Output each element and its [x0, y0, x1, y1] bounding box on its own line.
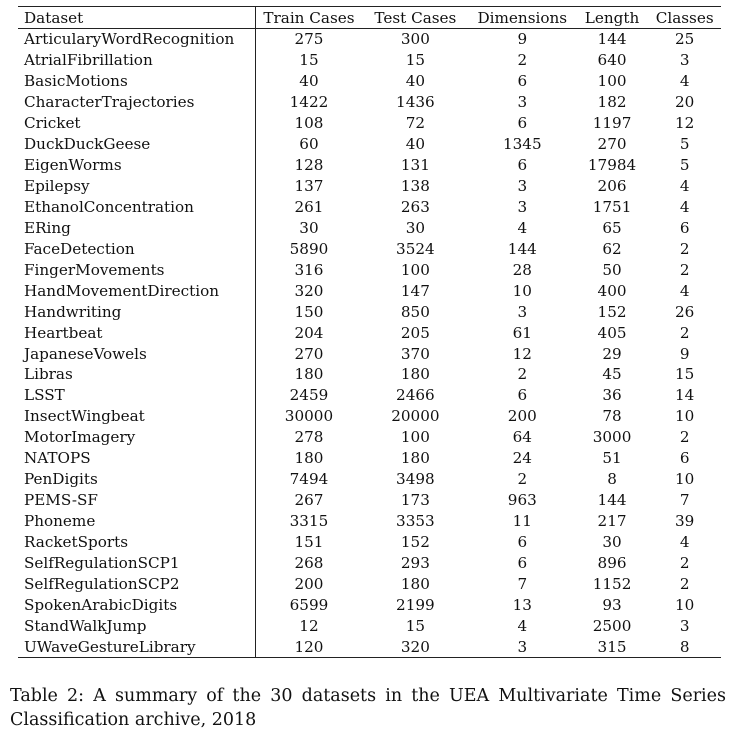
dataset-name-cell: HandMovementDirection — [18, 280, 256, 301]
table-row — [18, 469, 721, 490]
test-cases-cell: 147 — [400, 281, 430, 300]
test-cases-cell: 40 — [405, 135, 426, 154]
dataset-name-cell: JapaneseVowels — [18, 343, 256, 364]
test-cases-cell: 152 — [400, 532, 430, 551]
length-cell: 36 — [602, 386, 622, 405]
table-row — [18, 532, 721, 553]
test-cases-cell: 15 — [405, 51, 426, 70]
test-cases-cell: 20000 — [391, 407, 440, 426]
test-cases-cell: 100 — [400, 428, 430, 447]
test-cases-cell: 300 — [400, 30, 430, 49]
dataset-name-cell: PenDigits — [18, 469, 256, 490]
table-row — [18, 636, 721, 657]
table-row — [18, 385, 721, 406]
dataset-name-cell: CharacterTrajectories — [18, 92, 256, 113]
dataset-name-cell: LSST — [18, 385, 256, 406]
train-cases-cell: 30 — [299, 218, 319, 237]
dimensions-cell: 4 — [517, 218, 528, 237]
table-row — [18, 155, 721, 176]
table-row — [18, 322, 721, 343]
train-cases-cell: 278 — [294, 428, 324, 447]
train-cases-cell: 6599 — [289, 595, 329, 614]
test-cases-cell: 2466 — [396, 386, 435, 405]
test-cases-cell: 173 — [400, 491, 430, 510]
test-cases-cell: 3524 — [396, 239, 435, 258]
dimensions-cell: 2 — [517, 470, 528, 489]
dimensions-cell: 6 — [517, 114, 528, 133]
classes-cell: 4 — [679, 72, 690, 91]
length-cell: 144 — [597, 491, 627, 510]
dataset-name-cell: Handwriting — [18, 301, 256, 322]
classes-cell: 2 — [679, 323, 690, 342]
classes-cell: 10 — [675, 407, 695, 426]
test-cases-cell: 131 — [400, 156, 430, 175]
length-cell: 144 — [597, 30, 627, 49]
table-row — [18, 50, 721, 71]
length-cell: 45 — [602, 365, 622, 384]
length-cell: 62 — [602, 239, 622, 258]
dataset-name-cell: StandWalkJump — [18, 615, 256, 636]
dataset-name-cell: EigenWorms — [18, 155, 256, 176]
dataset-name-cell: EthanolConcentration — [18, 197, 256, 218]
train-cases-cell: 151 — [294, 532, 324, 551]
length-cell: 896 — [597, 553, 627, 572]
classes-cell: 26 — [675, 302, 695, 321]
test-cases-cell: 100 — [400, 260, 430, 279]
train-cases-cell: 261 — [294, 197, 324, 216]
train-cases-cell: 180 — [294, 365, 324, 384]
dataset-name-cell: AtrialFibrillation — [18, 50, 256, 71]
classes-cell: 10 — [675, 595, 695, 614]
table-row — [18, 176, 721, 197]
dataset-name-cell: Cricket — [18, 113, 256, 134]
length-cell: 3000 — [592, 428, 632, 447]
dimensions-cell: 13 — [512, 595, 532, 614]
train-cases-cell: 1422 — [289, 93, 329, 112]
classes-cell: 5 — [679, 156, 690, 175]
classes-cell: 9 — [679, 344, 690, 363]
dimensions-cell: 963 — [507, 491, 537, 510]
dataset-name-cell: Heartbeat — [18, 322, 256, 343]
classes-cell: 2 — [679, 553, 690, 572]
classes-cell: 4 — [679, 197, 690, 216]
table-row — [18, 511, 721, 532]
classes-cell: 2 — [679, 428, 690, 447]
test-cases-cell: 138 — [400, 177, 430, 196]
length-cell: 78 — [602, 407, 622, 426]
header-classes: Classes — [648, 7, 721, 29]
classes-cell: 14 — [675, 386, 695, 405]
test-cases-cell: 15 — [405, 616, 426, 635]
dataset-name-cell: BasicMotions — [18, 71, 256, 92]
table-row — [18, 448, 721, 469]
dataset-name-cell: Libras — [18, 364, 256, 385]
classes-cell: 2 — [679, 260, 690, 279]
classes-cell: 15 — [675, 365, 695, 384]
table-row — [18, 301, 721, 322]
length-cell: 8 — [607, 470, 617, 489]
test-cases-cell: 3498 — [396, 470, 435, 489]
classes-cell: 12 — [675, 114, 695, 133]
test-cases-cell: 180 — [400, 365, 430, 384]
table-row — [18, 217, 721, 238]
classes-cell: 39 — [675, 512, 695, 531]
length-cell: 30 — [602, 532, 622, 551]
table-row — [18, 406, 721, 427]
classes-cell: 2 — [679, 239, 690, 258]
dataset-name-cell: MotorImagery — [18, 427, 256, 448]
dimensions-cell: 12 — [512, 344, 532, 363]
train-cases-cell: 268 — [294, 553, 324, 572]
dataset-name-cell: ERing — [18, 217, 256, 238]
classes-cell: 20 — [675, 93, 695, 112]
dataset-name-cell: DuckDuckGeese — [18, 134, 256, 155]
train-cases-cell: 150 — [294, 302, 324, 321]
train-cases-cell: 5890 — [289, 239, 329, 258]
length-cell: 2500 — [592, 616, 632, 635]
test-cases-cell: 2199 — [396, 595, 435, 614]
classes-cell: 10 — [675, 470, 695, 489]
classes-cell: 4 — [679, 281, 690, 300]
dimensions-cell: 28 — [512, 260, 532, 279]
classes-cell: 6 — [679, 218, 690, 237]
test-cases-cell: 850 — [400, 302, 430, 321]
test-cases-cell: 293 — [400, 553, 430, 572]
length-cell: 405 — [597, 323, 627, 342]
table-caption: Table 2: A summary of the 30 datasets in the UEA Multivariate Time Series Classification archive, 2018 — [10, 686, 726, 730]
table-row — [18, 29, 721, 50]
classes-cell: 6 — [679, 449, 690, 468]
length-cell: 17984 — [587, 156, 637, 175]
train-cases-cell: 270 — [294, 344, 324, 363]
header-dimensions: Dimensions — [469, 7, 576, 29]
train-cases-cell: 15 — [299, 51, 319, 70]
dimensions-cell: 3 — [469, 636, 576, 657]
dataset-name-cell: SpokenArabicDigits — [18, 594, 256, 615]
dimensions-cell: 64 — [512, 428, 532, 447]
dimensions-cell: 2 — [517, 51, 528, 70]
train-cases-cell: 267 — [294, 491, 324, 510]
dimensions-cell: 3 — [517, 177, 528, 196]
classes-cell: 2 — [679, 574, 690, 593]
table-body — [18, 29, 721, 658]
classes-cell: 8 — [648, 636, 721, 657]
train-cases-cell: 180 — [294, 449, 324, 468]
table-row — [18, 280, 721, 301]
length-cell: 182 — [597, 93, 627, 112]
table-row — [18, 343, 721, 364]
train-cases-cell: 320 — [294, 281, 324, 300]
train-cases-cell: 12 — [299, 616, 319, 635]
train-cases-cell: 30000 — [284, 407, 334, 426]
datasets-table-container — [18, 6, 721, 658]
dimensions-cell: 24 — [512, 449, 532, 468]
test-cases-cell: 320 — [362, 636, 469, 657]
classes-cell: 7 — [679, 491, 690, 510]
test-cases-cell: 72 — [405, 114, 426, 133]
length-cell: 206 — [597, 177, 627, 196]
dimensions-cell: 3 — [517, 197, 528, 216]
classes-cell: 3 — [679, 616, 690, 635]
dimensions-cell: 10 — [512, 281, 532, 300]
header-train-cases: Train Cases — [256, 7, 362, 29]
table-row — [18, 364, 721, 385]
length-cell: 315 — [576, 636, 649, 657]
dataset-name-cell: InsectWingbeat — [18, 406, 256, 427]
length-cell: 1197 — [592, 114, 632, 133]
test-cases-cell: 180 — [400, 449, 430, 468]
train-cases-cell: 3315 — [289, 512, 329, 531]
dataset-name-cell: ArticularyWordRecognition — [18, 29, 256, 50]
dataset-name-cell: NATOPS — [18, 448, 256, 469]
classes-cell: 4 — [679, 177, 690, 196]
test-cases-cell: 30 — [405, 218, 426, 237]
length-cell: 217 — [597, 512, 627, 531]
dimensions-cell: 4 — [517, 616, 528, 635]
dimensions-cell: 1345 — [502, 135, 542, 154]
train-cases-cell: 275 — [294, 30, 324, 49]
dataset-name-cell: SelfRegulationSCP2 — [18, 573, 256, 594]
train-cases-cell: 200 — [294, 574, 324, 593]
dimensions-cell: 2 — [517, 365, 528, 384]
train-cases-cell: 128 — [294, 156, 324, 175]
dimensions-cell: 11 — [512, 512, 532, 531]
test-cases-cell: 1436 — [396, 93, 435, 112]
length-cell: 152 — [597, 302, 627, 321]
table-row — [18, 92, 721, 113]
table-row — [18, 490, 721, 511]
length-cell: 1751 — [592, 197, 632, 216]
table-row — [18, 113, 721, 134]
length-cell: 65 — [602, 218, 622, 237]
classes-cell: 5 — [679, 135, 690, 154]
datasets-table — [18, 6, 721, 658]
train-cases-cell: 2459 — [289, 386, 329, 405]
dimensions-cell: 3 — [517, 302, 528, 321]
length-cell: 93 — [602, 595, 622, 614]
length-cell: 100 — [597, 72, 627, 91]
table-row — [18, 259, 721, 280]
header-dataset: Dataset — [18, 7, 256, 29]
dataset-name-cell: PEMS-SF — [18, 490, 256, 511]
test-cases-cell: 263 — [400, 197, 430, 216]
table-row — [18, 427, 721, 448]
length-cell: 1152 — [592, 574, 632, 593]
dataset-name-cell: FingerMovements — [18, 259, 256, 280]
classes-cell: 4 — [679, 532, 690, 551]
table-row — [18, 71, 721, 92]
length-cell: 270 — [597, 135, 627, 154]
dimensions-cell: 200 — [507, 407, 537, 426]
classes-cell: 3 — [679, 51, 690, 70]
length-cell: 29 — [602, 344, 622, 363]
table-row — [18, 197, 721, 218]
dataset-name-cell: FaceDetection — [18, 238, 256, 259]
dataset-name-cell: Phoneme — [18, 511, 256, 532]
dataset-name-cell: RacketSports — [18, 532, 256, 553]
train-cases-cell: 137 — [294, 177, 324, 196]
test-cases-cell: 40 — [405, 72, 426, 91]
dimensions-cell: 6 — [517, 553, 528, 572]
dimensions-cell: 144 — [507, 239, 537, 258]
classes-cell: 25 — [675, 30, 695, 49]
dataset-name-cell: UWaveGestureLibrary — [18, 636, 256, 657]
table-row — [18, 238, 721, 259]
dimensions-cell: 9 — [517, 30, 528, 49]
train-cases-cell: 7494 — [289, 470, 329, 489]
train-cases-cell: 204 — [294, 323, 324, 342]
length-cell: 400 — [597, 281, 627, 300]
table-row — [18, 134, 721, 155]
train-cases-cell: 60 — [299, 135, 319, 154]
dimensions-cell: 6 — [517, 72, 528, 91]
length-cell: 640 — [597, 51, 627, 70]
table-row — [18, 594, 721, 615]
test-cases-cell: 370 — [400, 344, 430, 363]
dimensions-cell: 7 — [517, 574, 528, 593]
header-test-cases: Test Cases — [362, 7, 469, 29]
dimensions-cell: 6 — [517, 532, 528, 551]
train-cases-cell: 108 — [294, 114, 324, 133]
table-header-row — [18, 7, 721, 29]
dimensions-cell: 6 — [517, 386, 528, 405]
length-cell: 51 — [602, 449, 622, 468]
length-cell: 50 — [602, 260, 622, 279]
train-cases-cell: 316 — [294, 260, 324, 279]
dataset-name-cell: SelfRegulationSCP1 — [18, 552, 256, 573]
dataset-name-cell: Epilepsy — [18, 176, 256, 197]
dimensions-cell: 3 — [517, 93, 528, 112]
test-cases-cell: 205 — [400, 323, 430, 342]
table-row — [18, 552, 721, 573]
train-cases-cell: 40 — [299, 72, 319, 91]
header-length: Length — [576, 7, 649, 29]
test-cases-cell: 3353 — [396, 512, 435, 531]
test-cases-cell: 180 — [400, 574, 430, 593]
train-cases-cell: 120 — [256, 636, 362, 657]
table-row — [18, 615, 721, 636]
dimensions-cell: 61 — [512, 323, 532, 342]
table-row — [18, 573, 721, 594]
dimensions-cell: 6 — [517, 156, 528, 175]
